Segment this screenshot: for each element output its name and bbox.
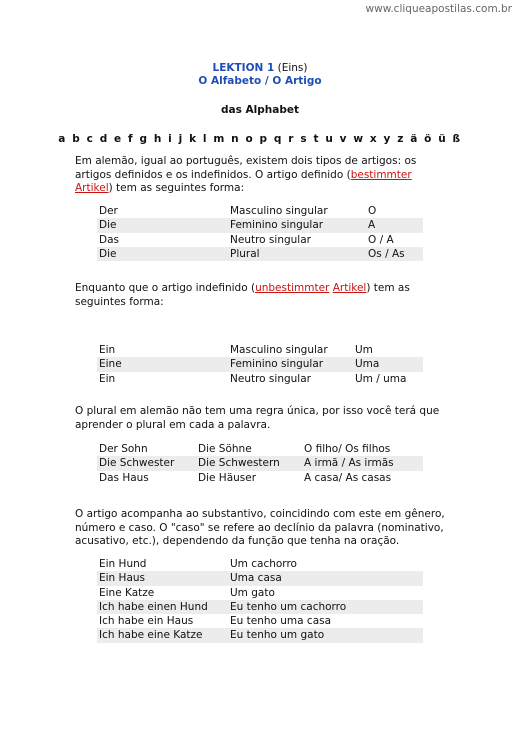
cell-pt: Eu tenho um cachorro xyxy=(230,600,347,613)
cell-pt: Os / As xyxy=(368,247,405,260)
table-row xyxy=(97,614,423,628)
cell-pt: Uma casa xyxy=(230,572,282,585)
examples-table xyxy=(97,557,423,643)
cell-desc: Masculino singular xyxy=(230,205,328,217)
cell-pt: Eu tenho um gato xyxy=(230,629,325,642)
alphabet-line: a b c d e f g h i j k l m n o p q r s t u v w x y z ä ö ü ß xyxy=(58,133,462,145)
case-intro-paragraph: O artigo acompanha ao substantivo, coincidindo com este em gênero, número e caso. O "caso" se refere ao declínio da palavra (nominativo, acusativo, etc.), dependendo da função que tenha na oração. xyxy=(75,508,445,547)
cell-de: Die xyxy=(99,219,117,232)
cell-pt: O xyxy=(368,205,377,217)
cell-pt: Um gato xyxy=(230,586,275,599)
cell-singular: Das Haus xyxy=(99,471,149,484)
cell-desc: Plural xyxy=(230,247,260,260)
indef-text-2: ) tem as seguintes forma: xyxy=(75,282,410,308)
cell-de: Ich habe einen Hund xyxy=(99,600,208,613)
cell-pt: O filho/ Os filhos xyxy=(304,443,391,455)
cell-pt: A xyxy=(368,219,376,232)
cell-de: Eine Katze xyxy=(99,586,155,599)
indef-text-1: Enquanto que o artigo indefinido ( xyxy=(75,282,256,294)
table-row xyxy=(97,586,423,600)
table-row xyxy=(97,343,423,357)
cell-de: Der xyxy=(99,205,118,217)
table-row xyxy=(97,372,423,386)
cell-desc: Neutro singular xyxy=(230,372,311,385)
cell-pt: Um / uma xyxy=(355,372,407,385)
indefinite-intro-paragraph xyxy=(75,282,450,309)
lesson-title xyxy=(0,62,520,75)
lesson-number: LEKTION 1 xyxy=(212,62,275,74)
definite-article-table xyxy=(97,204,423,261)
section-title: das Alphabet xyxy=(221,104,299,116)
table-row xyxy=(97,571,423,585)
table-row xyxy=(97,247,423,261)
cell-desc: Neutro singular xyxy=(230,233,311,246)
intro-paragraph xyxy=(75,155,450,196)
cell-de: Ein xyxy=(99,344,116,356)
cell-de: Die xyxy=(99,247,117,260)
cell-singular: Die Schwester xyxy=(99,457,175,470)
table-row xyxy=(97,471,423,485)
table-row xyxy=(97,557,423,571)
lesson-subtitle: O Alfabeto / O Artigo xyxy=(198,75,322,87)
cell-desc: Feminino singular xyxy=(230,358,324,371)
table-row xyxy=(97,600,423,614)
cell-de: Ein xyxy=(99,372,116,385)
cell-de: Das xyxy=(99,233,119,246)
cell-pt: A irmã / As irmãs xyxy=(304,457,394,470)
cell-plural: Die Schwestern xyxy=(198,457,280,470)
table-row xyxy=(97,442,423,456)
indefinite-article-table xyxy=(97,343,423,386)
cell-pt: A casa/ As casas xyxy=(304,471,392,484)
cell-de: Eine xyxy=(99,358,122,371)
term-unbestimmter[interactable]: unbestimmter xyxy=(255,282,330,294)
term-artikel[interactable]: Artikel xyxy=(332,282,367,294)
plural-table xyxy=(97,442,423,485)
table-row xyxy=(97,204,423,218)
cell-desc: Feminino singular xyxy=(230,219,324,232)
table-row xyxy=(97,218,423,232)
term-bestimmter[interactable]: bestimmter xyxy=(350,168,412,181)
plural-intro-paragraph: O plural em alemão não tem uma regra única, por isso você terá que aprender o plural em cada a palavra. xyxy=(75,405,440,431)
term-artikel[interactable]: Artikel xyxy=(75,182,109,194)
cell-pt: Eu tenho uma casa xyxy=(230,615,332,628)
table-row xyxy=(97,233,423,247)
table-row xyxy=(97,357,423,371)
cell-de: Ich habe ein Haus xyxy=(99,615,194,628)
cell-desc: Masculino singular xyxy=(230,344,328,356)
intro-text-2: ) tem as seguintes forma: xyxy=(108,182,245,194)
cell-plural: Die Söhne xyxy=(198,443,252,455)
cell-pt: Um xyxy=(355,344,373,356)
table-row xyxy=(97,456,423,470)
cell-de: Ein Hund xyxy=(99,558,147,570)
cell-de: Ich habe eine Katze xyxy=(99,629,203,642)
lesson-note: (Eins) xyxy=(277,62,308,74)
cell-pt: Um cachorro xyxy=(230,558,297,570)
cell-singular: Der Sohn xyxy=(99,443,148,455)
cell-de: Ein Haus xyxy=(99,572,145,585)
intro-text-1: Em alemão, igual ao português, existem dois tipos de artigos: os artigos definidos e os indefinidos. O artigo definido ( xyxy=(75,155,417,181)
cell-plural: Die Häuser xyxy=(198,471,257,484)
site-url[interactable]: www.cliqueapostilas.com.br xyxy=(365,3,512,15)
cell-pt: Uma xyxy=(355,358,380,371)
table-row xyxy=(97,628,423,642)
cell-pt: O / A xyxy=(368,233,394,246)
